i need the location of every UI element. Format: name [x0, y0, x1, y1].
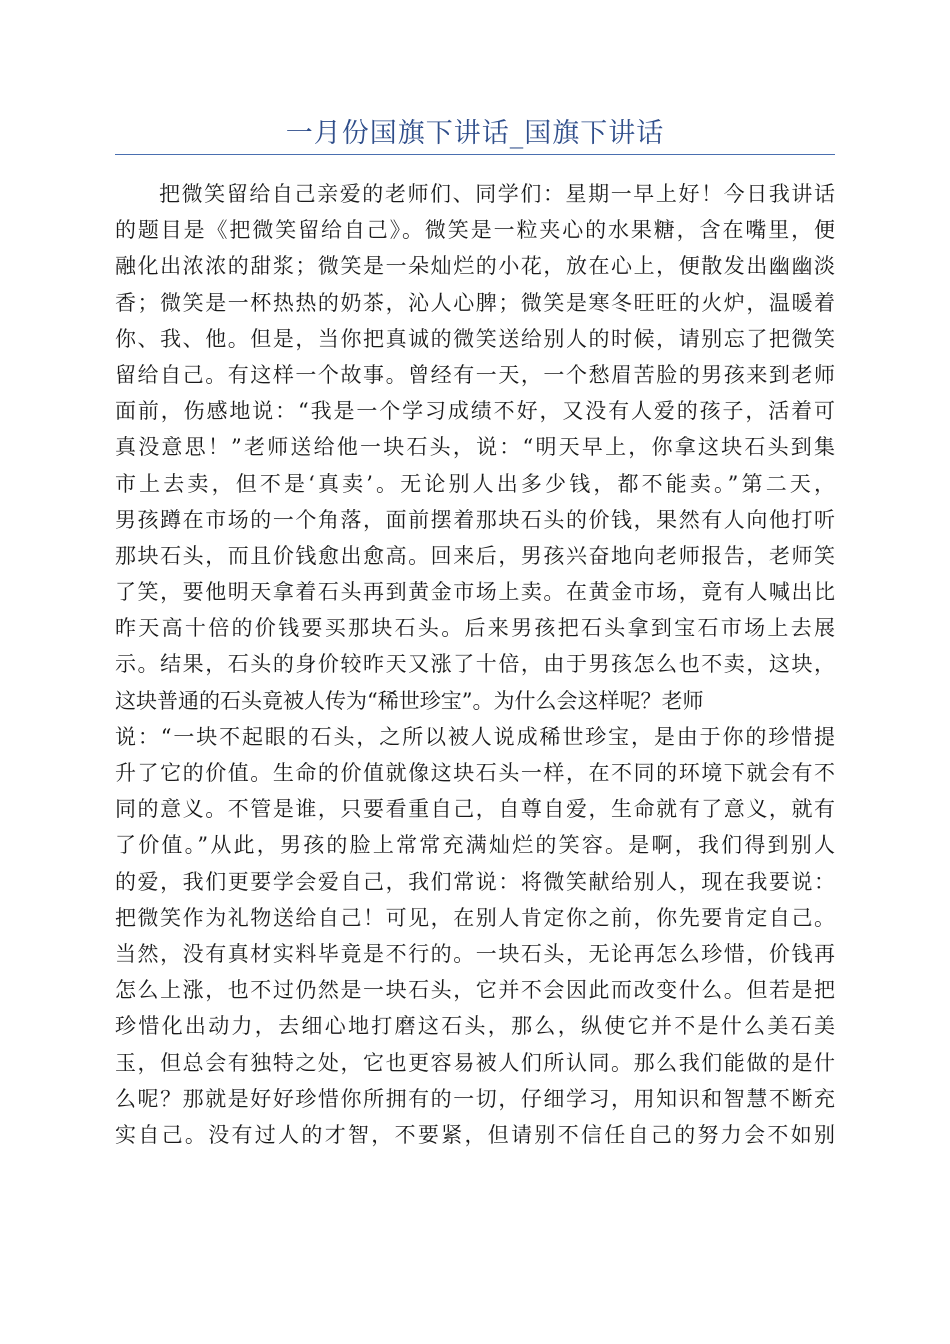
paragraph-line: 男孩蹲在市场的一个角落，面前摆着那块石头的价钱，果然有人向他打听 — [115, 507, 835, 532]
paragraph-line: 把微笑留给自己亲爱的老师们、同学们：星期一早上好！今日我讲话 — [159, 182, 835, 206]
paragraph-line: 实自己。没有过人的才智，不要紧，但请别不信任自己的努力会不如别 — [115, 1122, 835, 1147]
paragraph-line: 怎么上涨，也不过仍然是一块石头，它并不会因此而改变什么。但若是把 — [115, 978, 835, 1003]
paragraph-line: 珍惜化出动力，去细心地打磨这石头，那么，纵使它并不是什么美石美 — [115, 1014, 835, 1039]
paragraph-line: 面前，伤感地说：“我是一个学习成绩不好，又没有人爱的孩子，活着可 — [115, 399, 835, 424]
paragraph-line: 同的意义。不管是谁，只要看重自己，自尊自爱，生命就有了意义，就有 — [115, 797, 835, 822]
paragraph-line: 说：“一块不起眼的石头，之所以被人说成稀世珍宝，是由于你的珍惜提 — [115, 724, 835, 749]
document-body — [115, 176, 835, 1153]
paragraph-line: 示。结果，石头的身价较昨天又涨了十倍，由于男孩怎么也不卖，这块， — [115, 652, 835, 677]
paragraph-line: 真没意思！”老师送给他一块石头，说：“明天早上，你拿这块石头到集 — [115, 435, 835, 460]
paragraph-line: 这块普通的石头竟被人传为“稀世珍宝”。为什么会这样呢？老师 — [115, 688, 704, 713]
paragraph-line: 留给自己。有这样一个故事。曾经有一天，一个愁眉苦脸的男孩来到老师 — [115, 362, 835, 387]
paragraph-line: 玉，但总会有独特之处，它也更容易被人们所认同。那么我们能做的是什 — [115, 1050, 835, 1075]
paragraph-line: 当然，没有真材实料毕竟是不行的。一块石头，无论再怎么珍惜，价钱再 — [115, 941, 835, 966]
paragraph-line: 融化出浓浓的甜浆；微笑是一朵灿烂的小花，放在心上，便散发出幽幽淡 — [115, 254, 835, 279]
paragraph-line: 的爱，我们更要学会爱自己，我们常说：将微笑献给别人，现在我要说： — [115, 869, 835, 894]
paragraph-line: 的题目是《把微笑留给自己》。微笑是一粒夹心的水果糖，含在嘴里，便 — [115, 218, 835, 243]
paragraph-line: 你、我、他。但是，当你把真诚的微笑送给别人的时候，请别忘了把微笑 — [115, 326, 835, 351]
paragraph-line: 把微笑作为礼物送给自己！可见，在别人肯定你之前，你先要肯定自己。 — [115, 905, 835, 930]
document-title: 一月份国旗下讲话_国旗下讲话 — [285, 118, 665, 149]
paragraph-line: 了笑，要他明天拿着石头再到黄金市场上卖。在黄金市场，竟有人喊出比 — [115, 580, 835, 605]
paragraph-line: 那块石头，而且价钱愈出愈高。回来后，男孩兴奋地向老师报告，老师笑 — [115, 543, 835, 568]
paragraph-line: 么呢？那就是好好珍惜你所拥有的一切，仔细学习，用知识和智慧不断充 — [115, 1086, 835, 1111]
paragraph-line: 升了它的价值。生命的价值就像这块石头一样，在不同的环境下就会有不 — [115, 761, 835, 785]
paragraph-line: 昨天高十倍的价钱要买那块石头。后来男孩把石头拿到宝石市场上去展 — [115, 616, 835, 641]
paragraph-line: 市上去卖，但不是‘真卖’。无论别人出多少钱，都不能卖。”第二天， — [115, 471, 835, 496]
title-underline — [115, 154, 835, 155]
paragraph-line: 香；微笑是一杯热热的奶茶，沁人心脾；微笑是寒冬旺旺的火炉，温暖着 — [115, 290, 835, 315]
paragraph-line: 了价值。”从此，男孩的脸上常常充满灿烂的笑容。是啊，我们得到别人 — [115, 833, 835, 858]
